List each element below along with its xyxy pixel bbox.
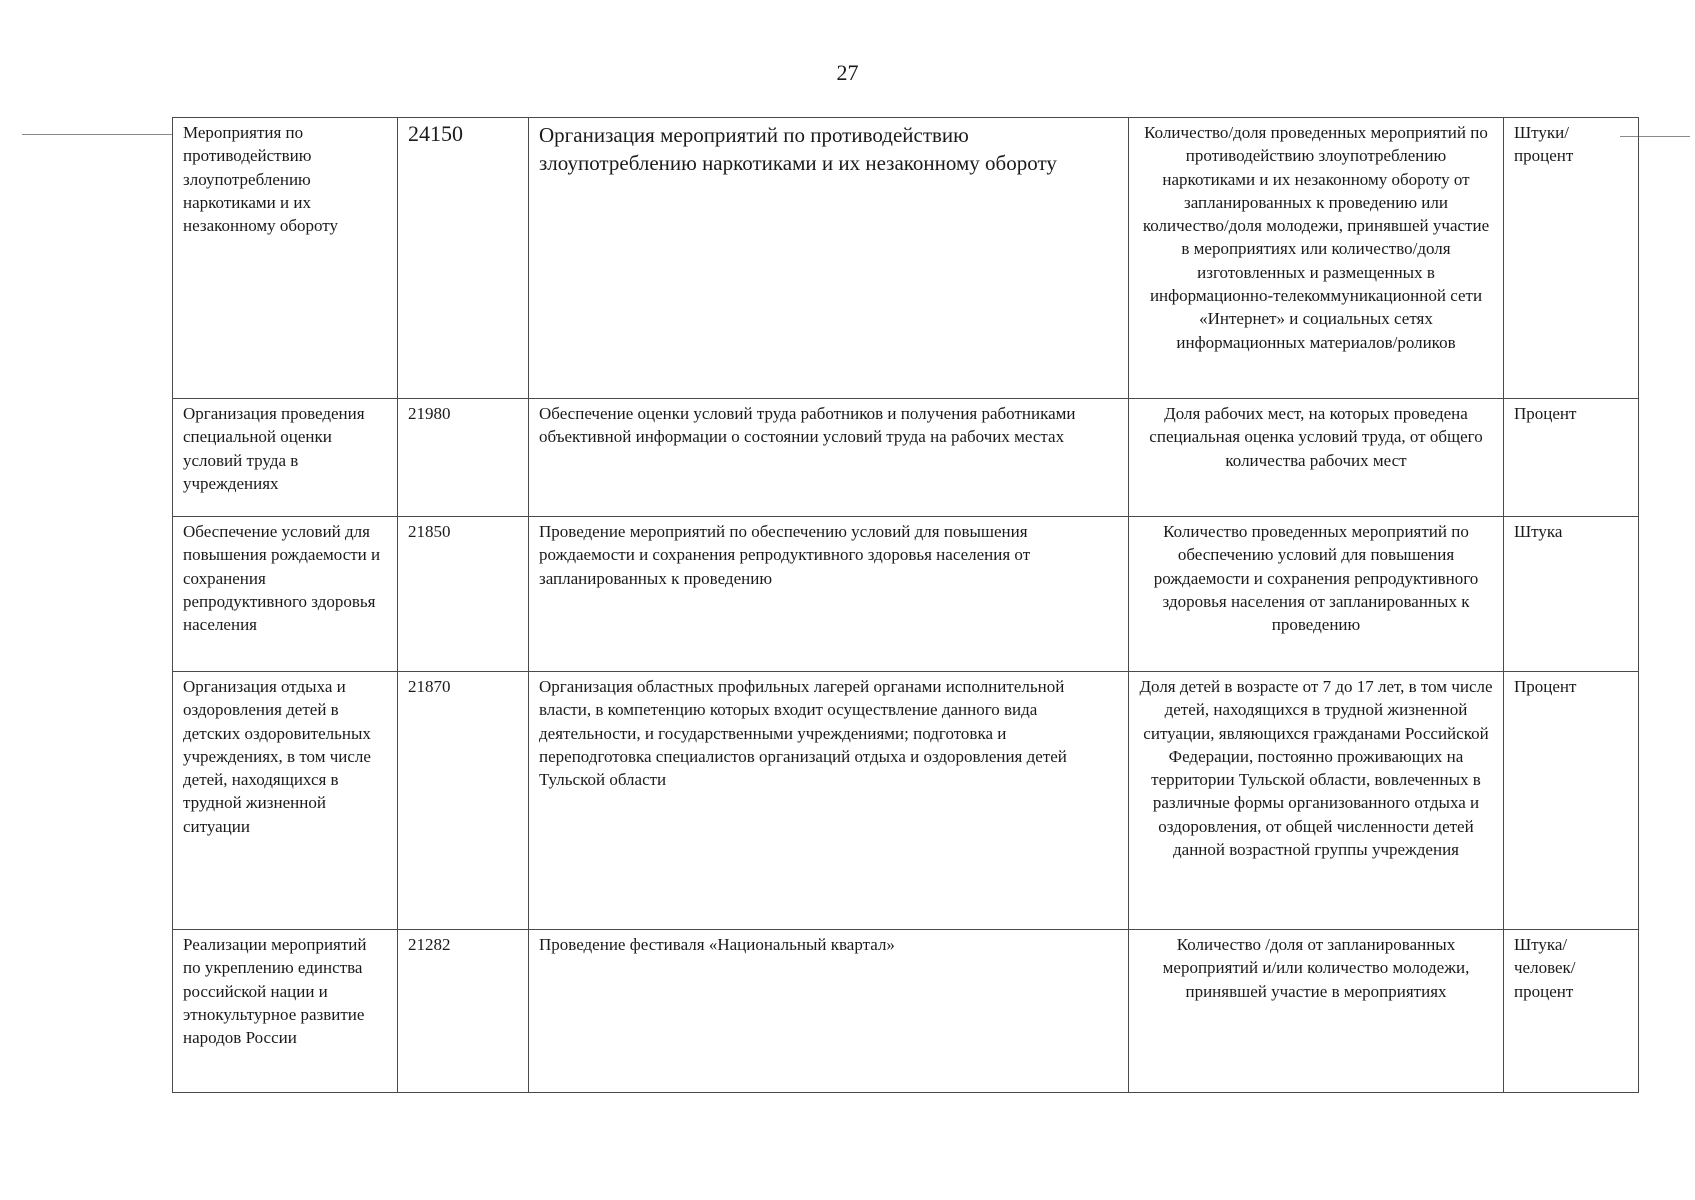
measures-table [172, 117, 1639, 1093]
measure-unit: Штука/человек/процент [1504, 930, 1639, 1093]
measure-description: Обеспечение оценки условий труда работников и получения работниками объективной информации о состоянии условий труда на рабочих местах [529, 399, 1129, 517]
scan-artifact-line [22, 134, 172, 135]
table-row [173, 118, 1639, 399]
measure-name: Организация проведения специальной оценки условий труда в учреждениях [173, 399, 398, 517]
measure-indicator: Количество/доля проведенных мероприятий по противодействию злоупотреблению наркотиками и их незаконному обороту от запланированных к проведению или количество/доля молодежи, принявшей участие в мероприятиях или количество/доля изготовленных и размещенных в информационно-телекоммуникационной сети «Интернет» и социальных сетях информационных материалов/роликов [1129, 118, 1504, 399]
measure-code: 21282 [398, 930, 529, 1093]
measure-unit: Процент [1504, 399, 1639, 517]
measure-code: 24150 [398, 118, 529, 399]
measure-unit: Процент [1504, 672, 1639, 930]
measure-description: Организация мероприятий по противодействию злоупотреблению наркотиками и их незаконному обороту [529, 118, 1129, 399]
measure-indicator: Доля рабочих мест, на которых проведена специальная оценка условий труда, от общего количества рабочих мест [1129, 399, 1504, 517]
measure-name: Обеспечение условий для повышения рождаемости и сохранения репродуктивного здоровья населения [173, 517, 398, 672]
measure-code: 21980 [398, 399, 529, 517]
measure-code: 21870 [398, 672, 529, 930]
measure-code: 21850 [398, 517, 529, 672]
table-row [173, 672, 1639, 930]
measure-description: Проведение фестиваля «Национальный квартал» [529, 930, 1129, 1093]
table-row [173, 517, 1639, 672]
measure-name: Организация отдыха и оздоровления детей в детских оздоровительных учреждениях, в том числе детей, находящихся в трудной жизненной ситуации [173, 672, 398, 930]
table-row [173, 399, 1639, 517]
measure-indicator: Доля детей в возрасте от 7 до 17 лет, в том числе детей, находящихся в трудной жизненной ситуации, являющихся гражданами Российской Федерации, постоянно проживающих на территории Тульской области, вовлеченных в различные формы организованного отдыха и оздоровления, от общей численности детей данной возрастной группы учреждения [1129, 672, 1504, 930]
measure-unit: Штуки/процент [1504, 118, 1639, 399]
table-row [173, 930, 1639, 1093]
measure-name: Мероприятия по противодействию злоупотреблению наркотиками и их незаконному обороту [173, 118, 398, 399]
measure-indicator: Количество /доля от запланированных мероприятий и/или количество молодежи, принявшей участие в мероприятиях [1129, 930, 1504, 1093]
measure-indicator: Количество проведенных мероприятий по обеспечению условий для повышения рождаемости и сохранения репродуктивного здоровья населения от запланированных к проведению [1129, 517, 1504, 672]
measure-description: Организация областных профильных лагерей органами исполнительной власти, в компетенцию которых входит осуществление данного вида деятельности, и государственными учреждениями; подготовка и переподготовка специалистов организаций отдыха и оздоровления детей Тульской области [529, 672, 1129, 930]
measure-unit: Штука [1504, 517, 1639, 672]
page-number: 27 [836, 60, 859, 85]
measure-description: Проведение мероприятий по обеспечению условий для повышения рождаемости и сохранения репродуктивного здоровья населения от запланированных к проведению [529, 517, 1129, 672]
measure-name: Реализации мероприятий по укреплению единства российской нации и этнокультурное развитие народов России [173, 930, 398, 1093]
